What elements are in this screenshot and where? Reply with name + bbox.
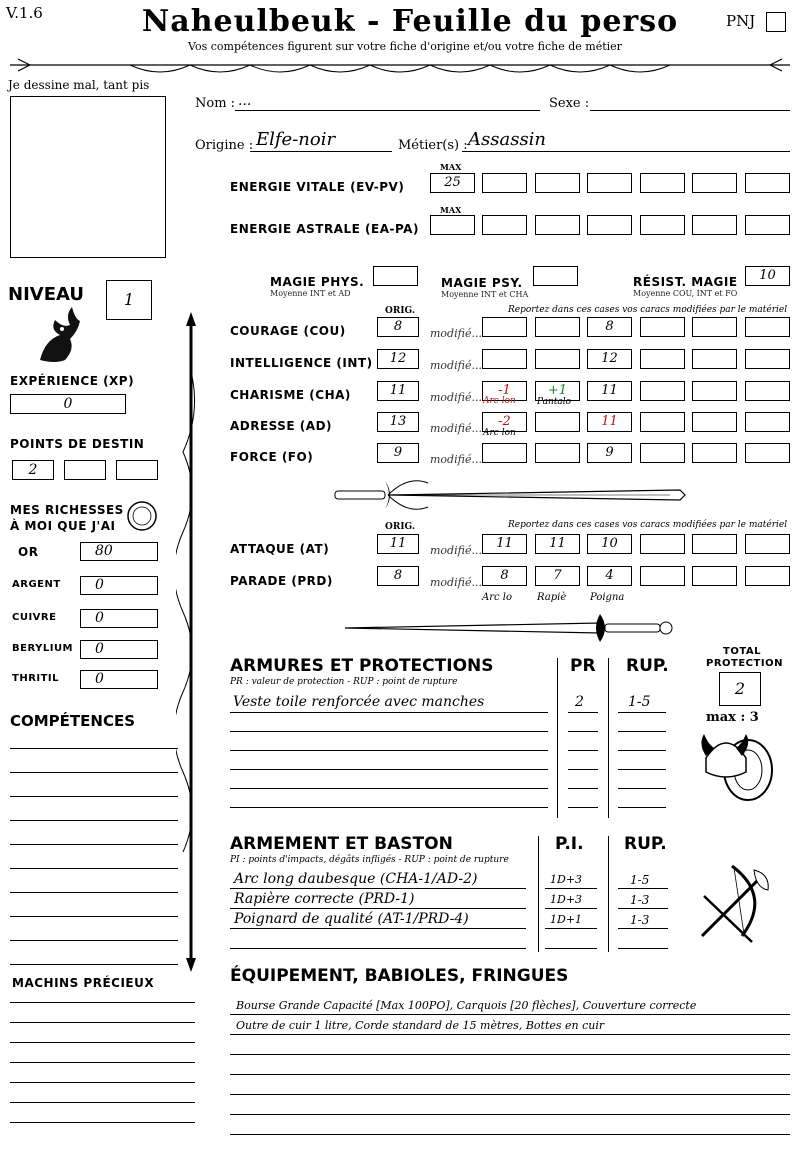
staff-ornament xyxy=(176,312,206,972)
arme-line[interactable] xyxy=(230,948,526,949)
max-label: MAX xyxy=(440,162,462,172)
carac-mod-box[interactable] xyxy=(745,443,790,463)
armure-line[interactable] xyxy=(230,769,548,770)
ev-cell[interactable] xyxy=(482,173,527,193)
equip-text[interactable]: Outre de cuir 1 litre, Corde standard de 15 mètres, Bottes en cuir xyxy=(236,1019,605,1032)
arme-rup-line[interactable] xyxy=(618,908,668,909)
ev-cell[interactable] xyxy=(587,173,632,193)
combat-orig-box[interactable]: 8 xyxy=(377,566,419,586)
total-protection-box[interactable] xyxy=(719,672,761,706)
wealth-box[interactable]: 0 xyxy=(80,640,158,659)
machin-line[interactable] xyxy=(10,1102,195,1103)
armure-rup-line[interactable] xyxy=(618,712,666,713)
combat-mod-box[interactable]: 4 xyxy=(587,566,632,586)
weapons-icon xyxy=(692,856,780,946)
machin-line[interactable] xyxy=(10,1122,195,1123)
armure-pr-line[interactable] xyxy=(568,750,598,751)
carac-label: ADRESSE (AD) xyxy=(230,419,333,433)
armure-line[interactable] xyxy=(230,731,548,732)
competence-line[interactable] xyxy=(10,916,178,917)
wealth-label: ARGENT xyxy=(12,579,61,590)
arme-pi[interactable]: 1D+3 xyxy=(550,873,583,886)
orig-label: ORIG. xyxy=(385,522,416,532)
equip-line[interactable] xyxy=(230,1034,790,1035)
carac-orig-box[interactable]: 9 xyxy=(377,443,419,463)
carac-mod-box[interactable]: -1 xyxy=(482,381,527,401)
armure-item-rup[interactable]: 1-5 xyxy=(628,694,651,710)
combat-label: PARADE (PRD) xyxy=(230,574,333,588)
combat-mod-box[interactable]: 11 xyxy=(482,534,527,554)
destin-value: 2 xyxy=(28,462,38,478)
version-label: V.1.6 xyxy=(6,4,43,22)
richesses-label: MES RICHESSES xyxy=(10,503,124,517)
carac-mod-box[interactable] xyxy=(535,317,580,337)
helmet-shield-icon xyxy=(698,728,778,804)
modifie-label: modifié... xyxy=(430,422,482,435)
equip-line[interactable] xyxy=(230,1114,790,1115)
combat-note: Reportez dans ces cases vos caracs modifiées par le matériel xyxy=(508,520,788,530)
combat-mod-box[interactable]: 8 xyxy=(482,566,527,586)
armure-line[interactable] xyxy=(230,807,548,808)
combat-orig-box[interactable]: 11 xyxy=(377,534,419,554)
resist-magie-value: 10 xyxy=(759,268,776,283)
portrait-caption: Je dessine mal, tant pis xyxy=(8,78,150,92)
metier-value[interactable]: Assassin xyxy=(468,129,547,150)
wealth-box[interactable]: 0 xyxy=(80,609,158,628)
armures-title: ARMURES ET PROTECTIONS xyxy=(230,656,494,676)
modifie-label: modifié... xyxy=(430,359,482,372)
total-label: TOTAL xyxy=(723,646,761,657)
ev-value: 25 xyxy=(444,175,461,190)
xp-label: EXPÉRIENCE (XP) xyxy=(10,374,135,388)
combat-mod-box[interactable]: 10 xyxy=(587,534,632,554)
arme-pi[interactable]: 1D+1 xyxy=(550,913,583,926)
armure-line[interactable] xyxy=(230,750,548,751)
armure-rup-line[interactable] xyxy=(618,788,666,789)
armure-pr-line[interactable] xyxy=(568,788,598,789)
wealth-label: THRITIL xyxy=(12,673,60,684)
competence-line[interactable] xyxy=(10,796,178,797)
competence-line[interactable] xyxy=(10,748,178,749)
metier-label: Métier(s) : xyxy=(398,138,468,153)
carac-mod-box[interactable] xyxy=(692,349,737,369)
sexe-label: Sexe : xyxy=(549,96,590,111)
origine-label: Origine : xyxy=(195,138,254,153)
carac-mod-box[interactable] xyxy=(745,317,790,337)
machin-line[interactable] xyxy=(10,1022,195,1023)
carac-mod-box[interactable]: 11 xyxy=(587,381,632,401)
weapon-col-3: Poigna xyxy=(590,592,625,603)
combat-mod-box[interactable] xyxy=(692,534,737,554)
max-label: MAX xyxy=(440,205,462,215)
pnj-text: PNJ xyxy=(726,12,756,30)
destin-label: POINTS DE DESTIN xyxy=(10,437,145,451)
armure-rup-line[interactable] xyxy=(618,769,666,770)
arme-rup-line[interactable] xyxy=(618,948,668,949)
armures-note: PR : valeur de protection - RUP : point de rupture xyxy=(230,677,458,687)
xp-value: 0 xyxy=(63,396,73,412)
ev-cell[interactable] xyxy=(640,173,685,193)
carac-mod-box[interactable]: 11 xyxy=(587,412,632,432)
carac-mod-box[interactable] xyxy=(745,412,790,432)
ea-label: ENERGIE ASTRALE (EA-PA) xyxy=(230,222,419,236)
magie-psy-box[interactable] xyxy=(533,266,578,286)
equip-line[interactable] xyxy=(230,1074,790,1075)
magie-phys-box[interactable] xyxy=(373,266,418,286)
magie-psy-sub: Moyenne INT et CHA xyxy=(441,290,529,299)
pnj-checkbox[interactable] xyxy=(766,12,786,32)
origine-value[interactable]: Elfe-noir xyxy=(256,129,336,150)
armure-line[interactable] xyxy=(230,788,548,789)
modifie-label: modifié... xyxy=(430,453,482,466)
combat-mod-box[interactable] xyxy=(640,534,685,554)
nom-value[interactable]: ... xyxy=(238,93,252,109)
combat-label: ATTAQUE (AT) xyxy=(230,542,330,556)
carac-mod-box[interactable] xyxy=(692,381,737,401)
ev-cell[interactable] xyxy=(692,173,737,193)
total-protection-value: 2 xyxy=(734,679,746,698)
cha-note-1: Arc lon xyxy=(483,396,516,406)
arme-line[interactable] xyxy=(230,888,526,889)
competence-line[interactable] xyxy=(10,940,178,941)
competence-line[interactable] xyxy=(10,820,178,821)
carac-label: INTELLIGENCE (INT) xyxy=(230,356,373,370)
combat-mod-box[interactable]: 11 xyxy=(535,534,580,554)
ev-cell[interactable] xyxy=(745,173,790,193)
niveau-box[interactable] xyxy=(106,280,152,320)
armure-pr-line[interactable] xyxy=(568,769,598,770)
machin-line[interactable] xyxy=(10,1062,195,1063)
weapon-col-1: Arc lo xyxy=(482,592,512,603)
armures-rup-header: RUP. xyxy=(626,656,669,676)
carac-mod-box[interactable]: +1 xyxy=(535,381,580,401)
armure-rup-line[interactable] xyxy=(618,731,666,732)
sword-ornament xyxy=(340,611,680,645)
carac-orig-box[interactable]: 8 xyxy=(377,317,419,337)
carac-mod-box[interactable]: 9 xyxy=(587,443,632,463)
arme-line[interactable] xyxy=(230,928,526,929)
ea-cell[interactable] xyxy=(745,215,790,235)
destin-box[interactable] xyxy=(116,460,158,480)
equip-line[interactable] xyxy=(230,1014,790,1015)
carac-orig-box[interactable]: 11 xyxy=(377,381,419,401)
competences-label: COMPÉTENCES xyxy=(10,712,136,730)
machin-line[interactable] xyxy=(10,1082,195,1083)
wealth-label: CUIVRE xyxy=(12,612,57,623)
competence-line[interactable] xyxy=(10,964,178,965)
carac-orig-box[interactable]: 12 xyxy=(377,349,419,369)
carac-mod-box[interactable] xyxy=(640,412,685,432)
arme-line[interactable] xyxy=(230,908,526,909)
carac-mod-box[interactable] xyxy=(535,349,580,369)
armure-pr-line[interactable] xyxy=(568,807,598,808)
ev-cell[interactable] xyxy=(535,173,580,193)
ea-cell[interactable] xyxy=(482,215,527,235)
sheet-subtitle: Vos compétences figurent sur votre fiche d'origine et/ou votre fiche de métier xyxy=(188,40,622,53)
ea-max-box[interactable] xyxy=(430,215,475,235)
destin-box[interactable] xyxy=(64,460,106,480)
wealth-label: OR xyxy=(18,545,39,559)
sword-ornament xyxy=(330,478,690,512)
arme-pi-line[interactable] xyxy=(545,928,597,929)
carac-label: CHARISME (CHA) xyxy=(230,388,351,402)
carac-mod-box[interactable]: -2 xyxy=(482,412,527,432)
wealth-box[interactable]: 0 xyxy=(80,576,158,595)
portrait-box[interactable] xyxy=(10,96,166,258)
combat-mod-box[interactable] xyxy=(745,566,790,586)
orig-label: ORIG. xyxy=(385,306,416,316)
ea-cell[interactable] xyxy=(640,215,685,235)
armure-item-name[interactable]: Veste toile renforcée avec manches xyxy=(233,694,485,710)
combat-mod-box[interactable] xyxy=(692,566,737,586)
arme-rup[interactable]: 1-5 xyxy=(630,873,650,887)
protection-label: PROTECTION xyxy=(706,658,783,669)
armure-rup-line[interactable] xyxy=(618,750,666,751)
sheet-title: Naheulbeuk - Feuille du perso xyxy=(141,4,679,39)
pnj-label xyxy=(726,12,755,30)
resist-magie-box[interactable] xyxy=(745,266,790,286)
carac-mod-box[interactable] xyxy=(535,412,580,432)
armement-note: PI : points d'impacts, dégâts infligés - RUP : point de rupture xyxy=(230,855,509,865)
competence-line[interactable] xyxy=(10,892,178,893)
arme-pi-line[interactable] xyxy=(545,908,597,909)
carac-mod-box[interactable]: 12 xyxy=(587,349,632,369)
wealth-box[interactable]: 80 xyxy=(80,542,158,561)
ad-note-1: Arc lon xyxy=(483,428,516,438)
dragon-icon xyxy=(30,305,80,365)
arme-pi[interactable]: 1D+3 xyxy=(550,893,583,906)
ea-cell[interactable] xyxy=(535,215,580,235)
arme-rup[interactable]: 1-3 xyxy=(630,893,650,907)
carac-label: FORCE (FO) xyxy=(230,450,314,464)
modifie-label: modifié... xyxy=(430,391,482,404)
wealth-label: BERYLIUM xyxy=(12,643,74,654)
combat-mod-box[interactable] xyxy=(745,534,790,554)
resist-magie-sub: Moyenne COU, INT et FO xyxy=(633,289,738,298)
equip-line[interactable] xyxy=(230,1094,790,1095)
arme-name[interactable]: Poignard de qualité (AT-1/PRD-4) xyxy=(234,911,469,927)
ea-cell[interactable] xyxy=(692,215,737,235)
carac-mod-box[interactable] xyxy=(482,317,527,337)
equip-line[interactable] xyxy=(230,1134,790,1135)
carac-orig-box[interactable]: 13 xyxy=(377,412,419,432)
modifie-label: modifié... xyxy=(430,327,482,340)
max-protection: max : 3 xyxy=(706,710,759,725)
machin-line[interactable] xyxy=(10,1002,195,1003)
ev-max-box[interactable] xyxy=(430,173,475,193)
equip-text[interactable]: Bourse Grande Capacité [Max 100PO], Carquois [20 flèches], Couverture correcte xyxy=(236,999,697,1012)
richesses-label-2: À MOI QUE J'AI xyxy=(10,519,116,533)
competence-line[interactable] xyxy=(10,772,178,773)
competence-line[interactable] xyxy=(10,868,178,869)
coin-icon xyxy=(126,500,158,532)
carac-mod-box[interactable] xyxy=(692,412,737,432)
weapon-col-2: Rapiè xyxy=(537,592,567,603)
arme-name[interactable]: Arc long daubesque (CHA-1/AD-2) xyxy=(234,871,478,887)
niveau-label: NIVEAU xyxy=(8,284,84,305)
ev-label: ENERGIE VITALE (EV-PV) xyxy=(230,180,405,194)
equip-line[interactable] xyxy=(230,1054,790,1055)
carac-mod-box[interactable] xyxy=(640,443,685,463)
arme-pi-line[interactable] xyxy=(545,948,597,949)
destin-box[interactable] xyxy=(12,460,54,480)
arme-pi-line[interactable] xyxy=(545,888,597,889)
arme-rup-line[interactable] xyxy=(618,888,668,889)
machin-line[interactable] xyxy=(10,1042,195,1043)
arme-name[interactable]: Rapière correcte (PRD-1) xyxy=(234,891,415,907)
cha-note-2: Pantalo xyxy=(537,397,572,407)
resist-magie-label: RÉSIST. MAGIE xyxy=(633,275,738,289)
carac-mod-box[interactable] xyxy=(640,349,685,369)
modifie-label: modifié... xyxy=(430,576,482,589)
carac-mod-box[interactable] xyxy=(640,317,685,337)
niveau-value: 1 xyxy=(123,290,135,309)
carac-mod-box[interactable] xyxy=(482,443,527,463)
carac-note: Reportez dans ces cases vos caracs modifiées par le matériel xyxy=(508,305,788,315)
armure-rup-line[interactable] xyxy=(618,807,666,808)
carac-mod-box[interactable] xyxy=(640,381,685,401)
pi-header: P.I. xyxy=(555,834,584,854)
carac-mod-box[interactable] xyxy=(535,443,580,463)
ea-cell[interactable] xyxy=(587,215,632,235)
equipement-title: ÉQUIPEMENT, BABIOLES, FRINGUES xyxy=(230,966,569,986)
armure-line[interactable] xyxy=(230,712,548,713)
arme-rup[interactable]: 1-3 xyxy=(630,913,650,927)
carac-mod-box[interactable] xyxy=(745,349,790,369)
armement-title: ARMEMENT ET BASTON xyxy=(230,834,453,854)
magie-phys-sub: Moyenne INT et AD xyxy=(270,289,351,298)
combat-mod-box[interactable]: 7 xyxy=(535,566,580,586)
carac-label: COURAGE (COU) xyxy=(230,324,346,338)
arme-rup-line[interactable] xyxy=(618,928,668,929)
pr-header: PR xyxy=(570,656,596,676)
armure-pr-line[interactable] xyxy=(568,712,598,713)
machins-label: MACHINS PRÉCIEUX xyxy=(12,976,155,990)
wealth-box[interactable]: 0 xyxy=(80,670,158,689)
armure-item-pr[interactable]: 2 xyxy=(575,694,584,710)
carac-mod-box[interactable] xyxy=(482,349,527,369)
armure-pr-line[interactable] xyxy=(568,731,598,732)
magie-psy-label: MAGIE PSY. xyxy=(441,276,523,290)
combat-mod-box[interactable] xyxy=(640,566,685,586)
modifie-label: modifié... xyxy=(430,544,482,557)
armement-rup-header: RUP. xyxy=(624,834,667,854)
carac-mod-box[interactable] xyxy=(692,317,737,337)
header-ornament xyxy=(10,54,790,80)
carac-mod-box[interactable]: 8 xyxy=(587,317,632,337)
competence-line[interactable] xyxy=(10,844,178,845)
magie-phys-label: MAGIE PHYS. xyxy=(270,275,365,289)
carac-mod-box[interactable] xyxy=(745,381,790,401)
xp-box[interactable] xyxy=(10,394,126,414)
carac-mod-box[interactable] xyxy=(692,443,737,463)
nom-label: Nom : xyxy=(195,96,236,111)
